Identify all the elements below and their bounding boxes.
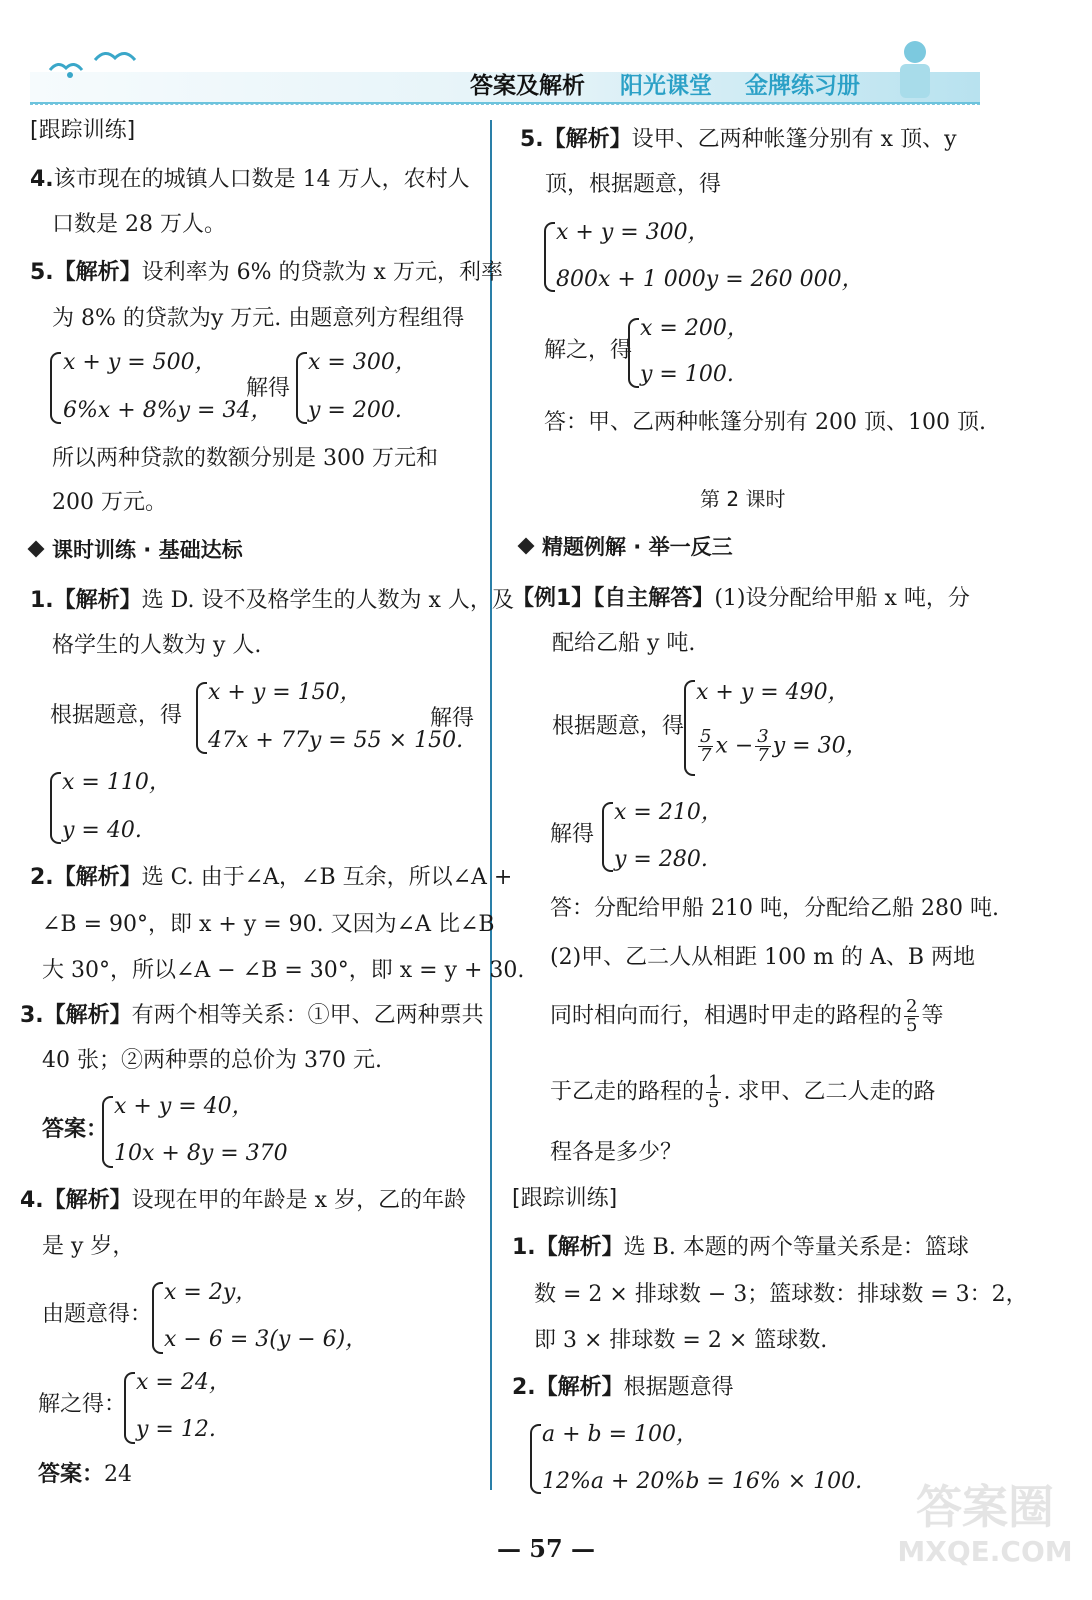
diamond-icon	[28, 541, 45, 558]
page-number: — 57 —	[496, 1534, 596, 1563]
q1-sol-1: x = 110，	[62, 770, 171, 795]
ex1-sol-1: x = 210，	[614, 800, 723, 825]
q4-prefix: 由题意得：	[42, 1302, 153, 1327]
watermark-logo	[890, 1480, 1080, 1590]
q2-line-3: 大 30°，所以∠A − ∠B = 30°，即 x = y + 30.	[42, 958, 525, 983]
track-training-heading-right: [跟踪训练]	[512, 1186, 618, 1211]
q4-eq-1: x = 2y，	[164, 1280, 258, 1305]
t2-line-1	[512, 1375, 734, 1401]
q4-answer-value: 24	[104, 1462, 133, 1487]
fraction	[904, 998, 919, 1035]
header-brand-1: 阳光课堂	[620, 73, 712, 99]
ex1-eq-2-end: y = 30，	[772, 733, 868, 759]
ex1-answer: 答：分配给甲船 210 吨，分配给乙船 280 吨.	[550, 896, 999, 921]
r5-sol-2: y = 100.	[640, 362, 734, 387]
r5-solve-label: 解之，得	[544, 338, 633, 363]
r5-sol-1: x = 200，	[640, 316, 749, 341]
brace	[296, 352, 307, 424]
fraction-numerator: 1	[708, 1072, 720, 1093]
r5-line-2: 顶，根据题意，得	[545, 172, 722, 197]
ex1-solve-label: 解得	[550, 822, 595, 847]
fraction-denominator: 5	[906, 1015, 918, 1036]
p4-line-1	[30, 167, 470, 193]
p5-sol-2: y = 200.	[308, 398, 402, 423]
column-divider	[490, 120, 492, 1490]
brace	[684, 680, 695, 776]
q4-line-2: 是 y 岁，	[42, 1234, 135, 1259]
q2-line-1	[30, 865, 512, 891]
q2-line-2: ∠B = 90°，即 x + y = 90. 又因为∠A 比∠B	[42, 912, 495, 937]
fraction-denominator: 7	[700, 745, 712, 766]
header-brand-2: 金牌练习册	[745, 73, 860, 99]
page-header	[0, 0, 1092, 120]
ex2-text-3a: 于乙走的路程的	[550, 1079, 705, 1105]
ex1-eq-1: x + y = 490，	[696, 680, 850, 705]
brace	[602, 802, 613, 872]
q3-answer-label: 答案：	[42, 1117, 109, 1142]
fraction	[755, 728, 770, 765]
header-answer-title: 答案及解析	[470, 73, 585, 99]
p5-text-1: 设利率为 6% 的贷款为 x 万元，利率	[141, 260, 503, 285]
p5-line-1	[30, 260, 503, 286]
q1-eq-1: x + y = 150，	[208, 680, 362, 705]
brace	[152, 1282, 163, 1354]
ex1-sol-2: y = 280.	[614, 847, 708, 872]
brace	[544, 222, 555, 292]
fraction-denominator: 7	[757, 745, 769, 766]
r5-eq-1: x + y = 300，	[556, 220, 710, 245]
q4-solve-label: 解之得：	[38, 1392, 127, 1417]
q3-line-2: 40 张；②两种票的总价为 370 元.	[42, 1048, 382, 1073]
ex2-line-1: (2)甲、乙二人从相距 100 m 的 A、B 两地	[550, 945, 976, 970]
q1-sol-2: y = 40.	[62, 818, 142, 843]
r5-text-1: 设甲、乙两种帐篷分别有 x 顶、y	[631, 127, 957, 152]
t2-eq-1: a + b = 100，	[542, 1422, 699, 1447]
ex1-line-2: 配给乙船 y 吨.	[552, 631, 696, 656]
q4-line-1	[20, 1188, 466, 1214]
q1-number: 1.【解析】	[30, 588, 142, 613]
q2-number: 2.【解析】	[30, 865, 142, 890]
q3-line-1	[20, 1003, 484, 1029]
section-heading-basic	[30, 538, 243, 563]
section-title: 课时训练 · 基础达标	[52, 538, 243, 562]
t1-line-2: 数 = 2 × 排球数 − 3；篮球数：排球数 = 3：2，	[534, 1282, 1028, 1307]
t2-eq-2: 12%a + 20%b = 16% × 100.	[542, 1469, 863, 1494]
lesson-2-title: 第 2 课时	[700, 487, 786, 511]
p5-answer-1: 所以两种贷款的数额分别是 300 万元和	[52, 446, 438, 471]
ex1-text-1: (1)设分配给甲船 x 吨，分	[714, 586, 970, 611]
ex1-number: 【例1】【自主解答】	[512, 586, 715, 611]
q4-number: 4.【解析】	[20, 1188, 132, 1213]
t2-number: 2.【解析】	[512, 1375, 624, 1400]
brace	[530, 1424, 541, 1494]
brace	[50, 772, 61, 844]
fraction-numerator: 3	[757, 726, 769, 747]
q1-eq-2: 47x + 77y = 55 × 150.	[208, 728, 464, 753]
t2-text-1: 根据题意得	[623, 1375, 734, 1400]
watermark-text-1: 答案圈	[916, 1480, 1054, 1534]
q1-line-1	[30, 588, 514, 614]
fraction	[698, 728, 713, 765]
header-dashed-line	[30, 104, 980, 105]
ex1-eq-2	[696, 728, 868, 765]
fraction-numerator: 5	[700, 726, 712, 747]
ex2-text-2b: 等	[921, 1003, 944, 1029]
ex2-text-2a: 同时相向而行，相遇时甲走的路程的	[550, 1003, 903, 1029]
ex2-line-2	[550, 998, 943, 1035]
section-heading-examples	[520, 535, 733, 560]
student-figure-icon	[880, 38, 950, 103]
q2-text-1: 选 C. 由于∠A，∠B 互余，所以∠A +	[141, 865, 513, 890]
fraction-denominator: 5	[708, 1091, 720, 1112]
ex1-prefix: 根据题意，得	[552, 714, 685, 739]
p5-sol-1: x = 300，	[308, 350, 417, 375]
section-title: 精题例解 · 举一反三	[542, 535, 733, 559]
fraction	[706, 1074, 721, 1111]
q1-line-2: 格学生的人数为 y 人.	[52, 633, 262, 658]
ex1-line-1	[512, 586, 970, 612]
t1-line-1	[512, 1235, 969, 1261]
track-training-heading: [跟踪训练]	[30, 118, 136, 143]
r5-eq-2: 800x + 1 000y = 260 000，	[556, 267, 864, 292]
p5-line-2: 为 8% 的贷款为y 万元. 由题意列方程组得	[52, 306, 465, 331]
q4-eq-2: x − 6 = 3(y − 6)，	[164, 1327, 368, 1352]
ex2-text-3b: . 求甲、乙二人走的路	[723, 1079, 936, 1105]
t1-number: 1.【解析】	[512, 1235, 624, 1260]
q1-solve-label: 解得	[430, 706, 475, 731]
q4-sol-2: y = 12.	[136, 1417, 216, 1442]
t1-text-1: 选 B. 本题的两个等量关系是：篮球	[623, 1235, 969, 1260]
brace	[628, 318, 639, 388]
q3-eq-2: 10x + 8y = 370	[114, 1141, 288, 1166]
ex1-eq-2-mid: x −	[715, 733, 754, 759]
q3-number: 3.【解析】	[20, 1003, 132, 1028]
q1-text-1: 选 D. 设不及格学生的人数为 x 人，及	[141, 588, 514, 613]
brace	[102, 1096, 113, 1168]
p5-answer-2: 200 万元。	[52, 490, 167, 515]
watermark-text-2: MXQE.COM	[897, 1535, 1073, 1569]
q4-answer-label: 答案：	[38, 1462, 105, 1487]
q4-answer	[38, 1462, 132, 1488]
ex2-line-4: 程各是多少？	[550, 1140, 683, 1165]
q4-text-1: 设现在甲的年龄是 x 岁，乙的年龄	[131, 1188, 467, 1213]
p4-line-2: 口数是 28 万人。	[52, 212, 226, 237]
diamond-icon	[518, 538, 535, 555]
p4-number: 4.	[30, 167, 54, 192]
q3-eq-1: x + y = 40，	[114, 1094, 254, 1119]
p5-eq-2: 6%x + 8%y = 34，	[63, 398, 273, 423]
p5-eq-1: x + y = 500，	[63, 350, 217, 375]
q1-prefix: 根据题意，得	[50, 703, 183, 728]
r5-number: 5.【解析】	[520, 127, 632, 152]
birds-icon	[40, 40, 150, 80]
p4-text-1: 该市现在的城镇人口数是 14 万人，农村人	[53, 167, 470, 192]
brace	[124, 1372, 135, 1444]
q4-sol-1: x = 24，	[136, 1370, 231, 1395]
r5-answer: 答：甲、乙两种帐篷分别有 200 顶、100 顶.	[544, 410, 986, 435]
brace	[196, 682, 207, 754]
fraction-numerator: 2	[906, 996, 918, 1017]
r5-line-1	[520, 127, 957, 153]
p5-number: 5.【解析】	[30, 260, 142, 285]
ex2-line-3	[550, 1074, 935, 1111]
brace	[50, 352, 61, 424]
t1-line-3: 即 3 × 排球数 = 2 × 篮球数.	[534, 1328, 828, 1353]
p5-solve-label: 解得	[246, 376, 291, 401]
q3-text-1: 有两个相等关系：①甲、乙两种票共	[131, 1003, 484, 1028]
